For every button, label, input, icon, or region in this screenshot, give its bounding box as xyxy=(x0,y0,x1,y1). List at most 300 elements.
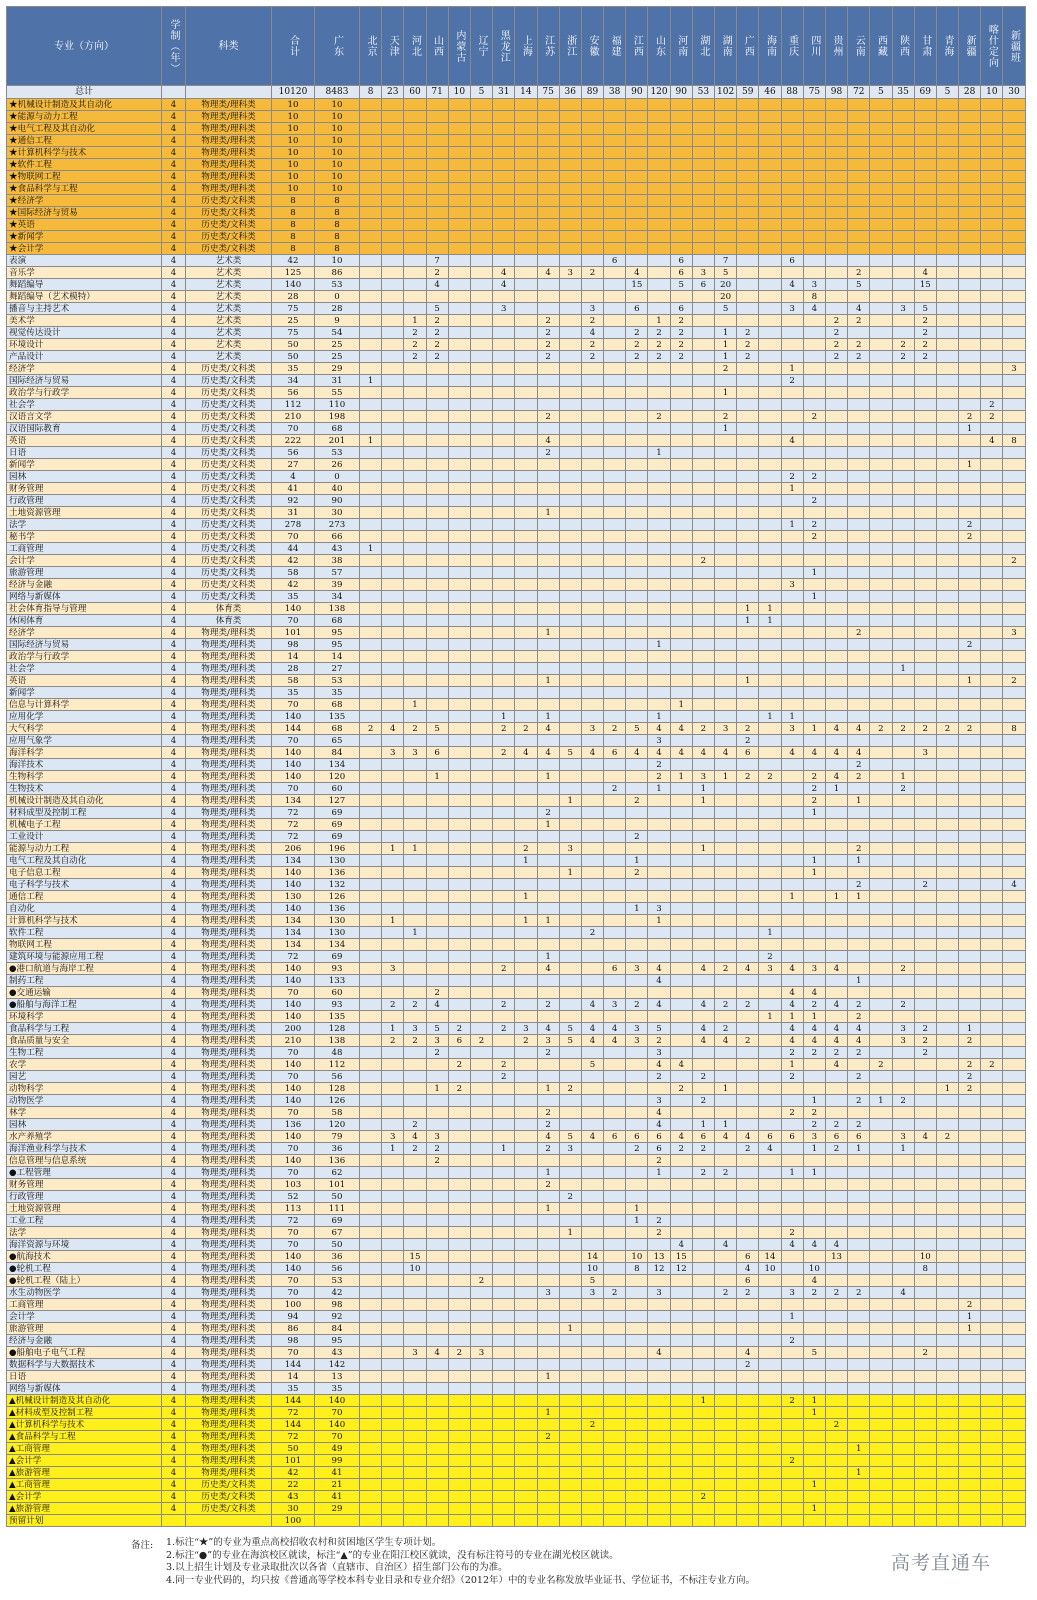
province-quota: 1 xyxy=(781,519,803,531)
province-quota xyxy=(737,831,759,843)
province-quota xyxy=(360,471,382,483)
total-province-value: 8483 xyxy=(315,86,360,99)
province-quota xyxy=(870,411,892,423)
province-quota xyxy=(692,891,714,903)
row-total: 222 xyxy=(272,435,315,447)
province-quota xyxy=(404,1443,426,1455)
province-quota xyxy=(360,195,382,207)
province-quota xyxy=(537,363,559,375)
province-quota xyxy=(1003,999,1025,1011)
major-name: 经济学 xyxy=(7,627,162,639)
province-quota xyxy=(626,411,648,423)
province-quota xyxy=(981,231,1003,243)
province-quota xyxy=(825,1491,847,1503)
province-quota xyxy=(559,1347,581,1359)
province-quota xyxy=(737,111,759,123)
province-quota xyxy=(936,747,958,759)
province-quota xyxy=(692,759,714,771)
province-quota xyxy=(936,1239,958,1251)
province-quota xyxy=(470,1287,492,1299)
province-quota xyxy=(936,99,958,111)
province-quota xyxy=(626,1071,648,1083)
province-quota xyxy=(959,399,981,411)
province-quota xyxy=(981,1299,1003,1311)
province-quota xyxy=(515,1275,537,1287)
province-quota xyxy=(404,855,426,867)
province-quota xyxy=(426,1215,448,1227)
category: 物理类/理科类 xyxy=(186,1407,272,1419)
province-quota xyxy=(515,339,537,351)
province-quota xyxy=(825,111,847,123)
table-row xyxy=(7,771,1026,783)
province-quota xyxy=(803,915,825,927)
province-quota xyxy=(892,363,914,375)
province-quota xyxy=(848,243,870,255)
province-quota: 2 xyxy=(803,795,825,807)
major-name: 生物工程 xyxy=(7,1047,162,1059)
province-quota xyxy=(559,951,581,963)
province-quota: 28 xyxy=(315,303,360,315)
province-quota xyxy=(670,651,692,663)
province-quota xyxy=(470,903,492,915)
years: 4 xyxy=(162,999,186,1011)
province-quota xyxy=(648,291,670,303)
province-quota xyxy=(737,1215,759,1227)
province-quota xyxy=(692,483,714,495)
category: 历史类/文科类 xyxy=(186,555,272,567)
table-row xyxy=(7,939,1026,951)
table-header-row xyxy=(7,7,1026,86)
province-quota: 53 xyxy=(315,279,360,291)
row-total: 42 xyxy=(272,255,315,267)
province-quota xyxy=(936,1155,958,1167)
years: 4 xyxy=(162,903,186,915)
province-quota xyxy=(470,255,492,267)
province-quota xyxy=(493,387,515,399)
province-quota xyxy=(470,1455,492,1467)
province-quota: 4 xyxy=(781,1023,803,1035)
province-quota: 2 xyxy=(537,1143,559,1155)
province-quota xyxy=(715,375,737,387)
province-quota xyxy=(515,387,537,399)
province-quota xyxy=(360,579,382,591)
major-name: ●轮机工程（陆上） xyxy=(7,1275,162,1287)
province-quota: 3 xyxy=(404,747,426,759)
province-quota xyxy=(670,1107,692,1119)
province-quota xyxy=(360,1227,382,1239)
total-province-value: 75 xyxy=(803,86,825,99)
header-province: 重庆 xyxy=(781,7,803,86)
province-quota xyxy=(559,591,581,603)
row-total: 144 xyxy=(272,1395,315,1407)
province-quota xyxy=(626,183,648,195)
province-quota: 2 xyxy=(914,327,936,339)
province-quota xyxy=(1003,279,1025,291)
province-quota xyxy=(692,255,714,267)
province-quota xyxy=(426,1503,448,1515)
province-quota xyxy=(626,1119,648,1131)
province-quota xyxy=(604,315,626,327)
province-quota xyxy=(936,363,958,375)
category: 物理类/理科类 xyxy=(186,1311,272,1323)
province-quota xyxy=(448,855,470,867)
province-quota xyxy=(581,1107,603,1119)
province-quota xyxy=(914,1455,936,1467)
province-quota xyxy=(1003,471,1025,483)
province-quota xyxy=(670,291,692,303)
province-quota xyxy=(781,855,803,867)
province-quota xyxy=(559,1287,581,1299)
province-quota xyxy=(737,423,759,435)
province-quota xyxy=(1003,1383,1025,1395)
province-quota xyxy=(1003,1167,1025,1179)
province-quota xyxy=(692,1431,714,1443)
province-quota xyxy=(448,243,470,255)
total-province-value: 88 xyxy=(781,86,803,99)
province-quota xyxy=(759,147,781,159)
province-quota: 1 xyxy=(803,867,825,879)
province-quota xyxy=(715,1419,737,1431)
province-quota xyxy=(981,531,1003,543)
category: 物理类/理科类 xyxy=(186,951,272,963)
province-quota xyxy=(626,1299,648,1311)
category: 物理类/理科类 xyxy=(186,147,272,159)
years: 4 xyxy=(162,951,186,963)
years: 4 xyxy=(162,1455,186,1467)
province-quota: 4 xyxy=(892,1287,914,1299)
province-quota xyxy=(404,951,426,963)
province-quota xyxy=(404,183,426,195)
province-quota xyxy=(737,987,759,999)
province-quota xyxy=(781,1323,803,1335)
header-province: 西藏 xyxy=(870,7,892,86)
row-total: 70 xyxy=(272,735,315,747)
province-quota xyxy=(470,951,492,963)
province-quota xyxy=(759,1359,781,1371)
province-quota: 136 xyxy=(315,867,360,879)
table-row xyxy=(7,1455,1026,1467)
province-quota: 2 xyxy=(692,1167,714,1179)
province-quota xyxy=(959,1287,981,1299)
table-row xyxy=(7,1179,1026,1191)
province-quota xyxy=(959,1275,981,1287)
province-quota xyxy=(470,99,492,111)
province-quota xyxy=(515,1155,537,1167)
province-quota xyxy=(692,1239,714,1251)
province-quota: 21 xyxy=(315,1479,360,1491)
province-quota xyxy=(515,303,537,315)
province-quota xyxy=(382,1071,404,1083)
province-quota xyxy=(692,147,714,159)
province-quota xyxy=(626,99,648,111)
province-quota xyxy=(1003,255,1025,267)
province-quota: 2 xyxy=(1003,555,1025,567)
province-quota xyxy=(892,399,914,411)
province-quota xyxy=(670,1011,692,1023)
province-quota xyxy=(737,567,759,579)
province-quota xyxy=(493,1107,515,1119)
province-quota: 1 xyxy=(848,1467,870,1479)
province-quota xyxy=(426,1323,448,1335)
province-quota: 4 xyxy=(670,1239,692,1251)
province-quota xyxy=(981,951,1003,963)
province-quota xyxy=(559,663,581,675)
province-quota xyxy=(959,1335,981,1347)
province-quota xyxy=(892,939,914,951)
province-quota: 54 xyxy=(315,327,360,339)
province-quota xyxy=(1003,819,1025,831)
province-quota xyxy=(759,1227,781,1239)
province-quota: 2 xyxy=(715,963,737,975)
province-quota xyxy=(515,363,537,375)
province-quota xyxy=(1003,1503,1025,1515)
province-quota xyxy=(914,1431,936,1443)
province-quota: 4 xyxy=(692,999,714,1011)
province-quota xyxy=(759,579,781,591)
province-quota: 2 xyxy=(892,783,914,795)
province-quota xyxy=(870,1047,892,1059)
province-quota xyxy=(692,1443,714,1455)
province-quota: 3 xyxy=(759,963,781,975)
province-quota xyxy=(382,699,404,711)
province-quota xyxy=(448,1071,470,1083)
category: 历史类/文科类 xyxy=(186,1503,272,1515)
table-row xyxy=(7,1131,1026,1143)
province-quota xyxy=(1003,615,1025,627)
province-quota xyxy=(759,1515,781,1527)
province-quota xyxy=(892,1371,914,1383)
province-quota: 43 xyxy=(315,543,360,555)
province-quota xyxy=(914,195,936,207)
province-quota xyxy=(936,507,958,519)
header-province: 海南 xyxy=(759,7,781,86)
province-quota xyxy=(404,1503,426,1515)
province-quota xyxy=(848,1371,870,1383)
major-name: 社会学 xyxy=(7,399,162,411)
province-quota xyxy=(981,123,1003,135)
province-quota xyxy=(959,939,981,951)
province-quota xyxy=(803,207,825,219)
province-quota: 8 xyxy=(315,195,360,207)
province-quota xyxy=(981,1491,1003,1503)
province-quota xyxy=(404,123,426,135)
province-quota xyxy=(604,663,626,675)
province-quota xyxy=(670,1467,692,1479)
province-quota xyxy=(670,99,692,111)
province-quota: 67 xyxy=(315,1227,360,1239)
province-quota xyxy=(448,279,470,291)
row-total: 35 xyxy=(272,591,315,603)
province-quota xyxy=(470,1335,492,1347)
province-quota xyxy=(470,1227,492,1239)
years: 4 xyxy=(162,1107,186,1119)
province-quota xyxy=(604,843,626,855)
province-quota xyxy=(914,591,936,603)
province-quota xyxy=(1003,1143,1025,1155)
province-quota xyxy=(515,1515,537,1527)
province-quota xyxy=(759,543,781,555)
province-quota xyxy=(892,687,914,699)
province-quota xyxy=(493,1419,515,1431)
province-quota xyxy=(803,651,825,663)
province-quota xyxy=(470,627,492,639)
table-row xyxy=(7,171,1026,183)
province-quota xyxy=(360,1275,382,1287)
province-quota xyxy=(848,363,870,375)
province-quota xyxy=(426,711,448,723)
province-quota xyxy=(1003,423,1025,435)
years: 4 xyxy=(162,1155,186,1167)
province-quota xyxy=(648,171,670,183)
province-quota xyxy=(648,399,670,411)
province-quota xyxy=(470,1131,492,1143)
province-quota xyxy=(781,543,803,555)
province-quota xyxy=(715,1347,737,1359)
province-quota xyxy=(848,255,870,267)
province-quota xyxy=(759,903,781,915)
province-quota xyxy=(404,963,426,975)
province-quota xyxy=(626,687,648,699)
table-row xyxy=(7,1023,1026,1035)
province-quota xyxy=(493,807,515,819)
row-total: 70 xyxy=(272,531,315,543)
major-name: 会计学 xyxy=(7,1311,162,1323)
province-quota xyxy=(493,207,515,219)
province-quota xyxy=(870,147,892,159)
province-quota xyxy=(759,243,781,255)
province-quota xyxy=(803,231,825,243)
province-quota xyxy=(781,135,803,147)
province-quota: 2 xyxy=(914,339,936,351)
province-quota xyxy=(803,1227,825,1239)
province-quota xyxy=(892,915,914,927)
province-quota: 1 xyxy=(692,843,714,855)
province-quota xyxy=(1003,795,1025,807)
province-quota xyxy=(715,447,737,459)
province-quota xyxy=(692,1299,714,1311)
province-quota: 2 xyxy=(382,999,404,1011)
province-quota xyxy=(1003,1215,1025,1227)
province-quota xyxy=(404,363,426,375)
province-quota xyxy=(360,759,382,771)
province-quota: 1 xyxy=(692,1395,714,1407)
province-quota xyxy=(382,1371,404,1383)
province-quota xyxy=(892,1119,914,1131)
province-quota xyxy=(870,1371,892,1383)
province-quota xyxy=(648,135,670,147)
province-quota xyxy=(670,1275,692,1287)
province-quota xyxy=(936,1071,958,1083)
province-quota xyxy=(581,663,603,675)
province-quota xyxy=(715,795,737,807)
province-quota xyxy=(848,531,870,543)
province-quota xyxy=(692,879,714,891)
province-quota xyxy=(870,759,892,771)
province-quota xyxy=(670,591,692,603)
province-quota xyxy=(382,159,404,171)
province-quota xyxy=(426,399,448,411)
major-name: 日语 xyxy=(7,1371,162,1383)
province-quota xyxy=(781,399,803,411)
province-quota: 126 xyxy=(315,1095,360,1107)
province-quota xyxy=(1003,267,1025,279)
province-quota xyxy=(959,855,981,867)
years: 4 xyxy=(162,1011,186,1023)
category: 物理类/理科类 xyxy=(186,1383,272,1395)
province-quota: 4 xyxy=(692,1035,714,1047)
province-quota xyxy=(493,567,515,579)
category: 物理类/理科类 xyxy=(186,627,272,639)
province-quota xyxy=(470,1011,492,1023)
province-quota: 1 xyxy=(803,855,825,867)
province-quota: 4 xyxy=(537,1023,559,1035)
province-quota xyxy=(936,603,958,615)
province-quota xyxy=(648,423,670,435)
province-quota xyxy=(737,123,759,135)
province-quota xyxy=(870,1023,892,1035)
province-quota xyxy=(737,1515,759,1527)
province-quota xyxy=(959,771,981,783)
major-name: 生物科学 xyxy=(7,771,162,783)
province-quota xyxy=(670,879,692,891)
province-quota: 25 xyxy=(315,351,360,363)
province-quota xyxy=(382,195,404,207)
province-quota: 3 xyxy=(803,279,825,291)
province-quota xyxy=(515,327,537,339)
province-quota: 4 xyxy=(648,1059,670,1071)
province-quota xyxy=(559,399,581,411)
province-quota xyxy=(914,1191,936,1203)
province-quota xyxy=(581,171,603,183)
province-quota xyxy=(360,327,382,339)
province-quota: 2 xyxy=(959,1035,981,1047)
province-quota xyxy=(959,795,981,807)
province-quota xyxy=(604,267,626,279)
years: 4 xyxy=(162,687,186,699)
province-quota xyxy=(470,963,492,975)
province-quota xyxy=(515,615,537,627)
major-name: ▲食品科学与工程 xyxy=(7,1431,162,1443)
province-quota xyxy=(959,231,981,243)
province-quota xyxy=(448,1503,470,1515)
years: 4 xyxy=(162,819,186,831)
province-quota xyxy=(892,1047,914,1059)
province-quota xyxy=(382,831,404,843)
province-quota xyxy=(825,471,847,483)
province-quota xyxy=(648,1431,670,1443)
province-quota xyxy=(1003,507,1025,519)
province-quota xyxy=(848,1407,870,1419)
province-quota xyxy=(559,519,581,531)
province-quota xyxy=(825,651,847,663)
province-quota xyxy=(759,675,781,687)
province-quota xyxy=(825,1299,847,1311)
province-quota xyxy=(604,1323,626,1335)
province-quota xyxy=(426,963,448,975)
province-quota xyxy=(870,1443,892,1455)
province-quota xyxy=(692,411,714,423)
province-quota xyxy=(759,843,781,855)
major-name: 新闻学 xyxy=(7,687,162,699)
years: 4 xyxy=(162,147,186,159)
province-quota xyxy=(781,663,803,675)
province-quota xyxy=(759,1179,781,1191)
province-quota xyxy=(914,1227,936,1239)
province-quota: 2 xyxy=(670,315,692,327)
province-quota xyxy=(404,159,426,171)
province-quota xyxy=(825,687,847,699)
category: 物理类/理科类 xyxy=(186,1431,272,1443)
